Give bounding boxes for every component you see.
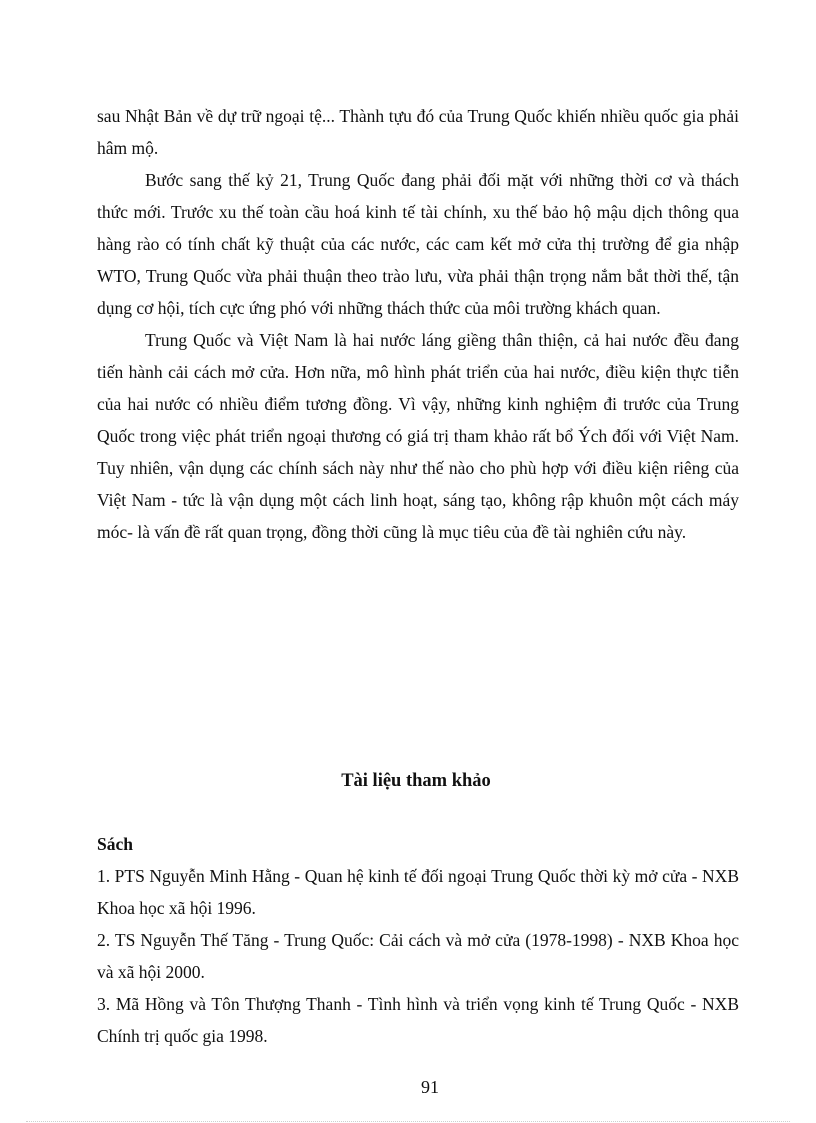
page-number: 91 — [421, 1077, 439, 1097]
reference-item: 3. Mã Hồng và Tôn Thượng Thanh - Tình hình và triển vọng kinh tế Trung Quốc - NXB Chính trị quốc gia 1998. — [97, 994, 739, 1046]
reference-item: 2. TS Nguyễn Thế Tăng - Trung Quốc: Cải cách và mở cửa (1978-1998) - NXB Khoa học và xã hội 2000. — [97, 930, 739, 982]
reference-item: 1. PTS Nguyễn Minh Hằng - Quan hệ kinh tế đối ngoại Trung Quốc thời kỳ mở cửa - NXB Khoa học xã hội 1996. — [97, 866, 739, 918]
references-title: Tài liệu tham khảo — [341, 771, 491, 791]
references-section-label: Sách — [97, 834, 133, 854]
paragraph-vietnam-china: Trung Quốc và Việt Nam là hai nước láng giềng thân thiện, cả hai nước đều đang tiến hành cải cách mở cửa. Hơn nữa, mô hình phát triển của hai nước, điều kiện thực tiễn của hai nước có nhiều điểm tương đồng. Vì vậy, những kinh nghiệm đi trước của Trung Quốc trong việc phát triển ngoại thương có giá trị tham khảo rất bổ Ých đối với Việt Nam. Tuy nhiên, vận dụng các chính sách này như thế nào cho phù hợp với điều kiện riêng của Việt Nam - tức là vận dụng một cách linh hoạt, sáng tạo, không rập khuôn một cách máy móc- là vấn đề rất quan trọng, đồng thời cũng là mục tiêu của đề tài nghiên cứu này. — [97, 330, 739, 542]
paragraph-new-century: Bước sang thế kỷ 21, Trung Quốc đang phải đối mặt với những thời cơ và thách thức mới. Trước xu thế toàn cầu hoá kinh tế tài chính, xu thế bảo hộ mậu dịch thông qua hàng rào có tính chất kỹ thuật của các nước, các cam kết mở cửa thị trường để gia nhập WTO, Trung Quốc vừa phải thuận theo trào lưu, vừa phải thận trọng nắm bắt thời thế, tận dụng cơ hội, tích cực ứng phó với những thách thức của môi trường khách quan. — [97, 170, 739, 318]
paragraph-continuation: sau Nhật Bản về dự trữ ngoại tệ... Thành tựu đó của Trung Quốc khiến nhiều quốc gia phải hâm mộ. — [97, 106, 739, 158]
references-list — [97, 828, 739, 1052]
body-text — [97, 100, 739, 548]
footer-divider — [26, 1121, 790, 1122]
